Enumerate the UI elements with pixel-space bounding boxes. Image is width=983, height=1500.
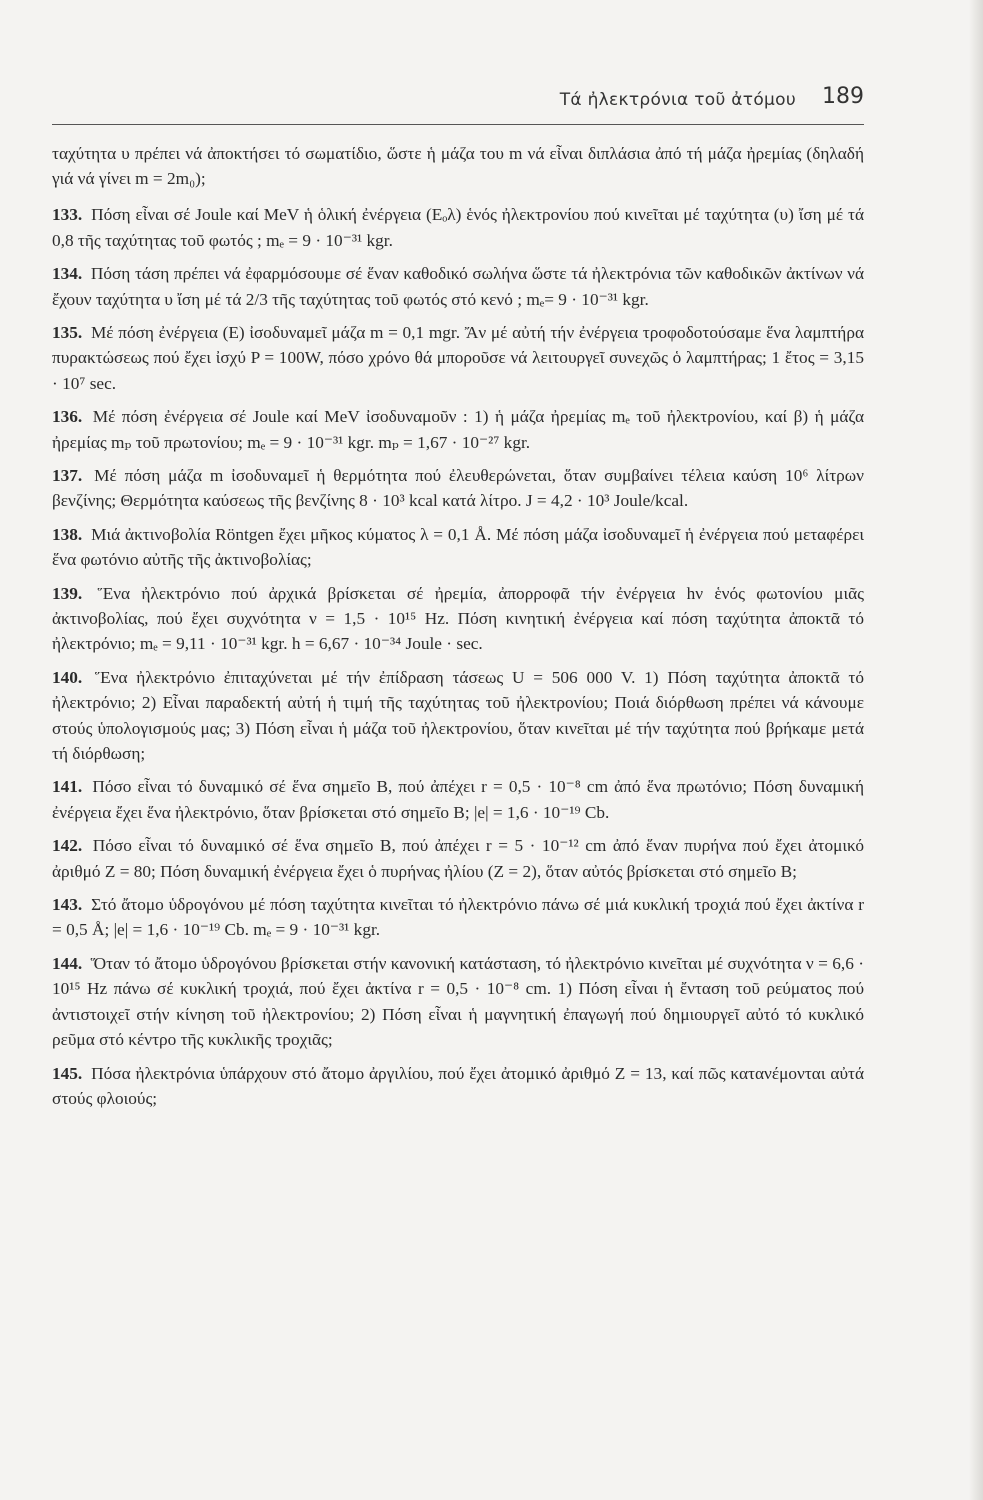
problem-text: Στό ἄτομο ὑδρογόνου μέ πόση ταχύτητα κινεῖται τό ἠλεκτρόνιο πάνω σέ μιά κυκλική τροχιά πού ἔχει ἀκτίνα r = 0,5 Å; |e| = 1,6 · 10⁻¹⁹ Cb. mₑ = 9 · 10⁻³¹ kgr. bbox=[52, 895, 865, 940]
page-edge-shadow bbox=[969, 0, 983, 1500]
page-header bbox=[52, 84, 864, 125]
problem-141 bbox=[52, 774, 864, 824]
problem-133 bbox=[52, 202, 864, 252]
problem-138 bbox=[52, 522, 864, 572]
problem-number: 144. bbox=[52, 954, 87, 974]
problem-number: 141. bbox=[52, 777, 89, 797]
problem-number: 134. bbox=[52, 264, 87, 284]
problem-text: Ὅταν τό ἄτομο ὑδρογόνου βρίσκεται στήν κανονική κατάσταση, τό ἠλεκτρόνιο κινεῖται μέ συχνότητα ν = 6,6 · 10¹⁵ Hz πάνω σέ κυκλική τροχιά, πού ἔχει ἀκτίνα r = 0,5 · 10⁻⁸ cm. 1) Πόση εἶναι ἡ ἔνταση τοῦ ρεύματος πού ἀντιστοιχεῖ στήν κίνηση τοῦ ἠλεκτρονίου; 2) Πόση εἶναι ἡ μαγνητική ἐπαγωγή πού δημιουργεῖ αὐτό τό κυκλικό ρεῦμα στό κέντρο τῆς κυκλικῆς τροχιᾶς; bbox=[52, 954, 864, 1049]
problem-text: Πόσα ἠλεκτρόνια ὑπάρχουν στό ἄτομο ἀργιλίου, πού ἔχει ἀτομικό ἀριθμό Z = 13, καί πῶς κατανέμονται αὐτά στούς φλοιούς; bbox=[52, 1063, 864, 1108]
problem-text: Μέ πόση μάζα m ἰσοδυναμεῖ ἡ θερμότητα πού ἐλευθερώνεται, ὅταν συμβαίνει τέλεια καύση 10⁶ λίτρων βενζίνης; Θερμότητα καύσεως τῆς βενζίνης 8 · 10³ kcal κατά λίτρο. J = 4,2 · 10³ Joule/kcal. bbox=[52, 466, 864, 511]
problem-number: 133. bbox=[52, 205, 88, 225]
problem-text: Μιά ἀκτινοβολία Röntgen ἔχει μῆκος κύματος λ = 0,1 Å. Μέ πόση μάζα ἰσοδυναμεῖ ἡ ἐνέργεια πού μεταφέρει ἕνα φωτόνιο αὐτῆς τῆς ἀκτινοβολίας; bbox=[52, 525, 864, 570]
problem-number: 139. bbox=[52, 584, 94, 604]
problem-144 bbox=[52, 951, 864, 1052]
problem-text: Ἕνα ἠλεκτρόνιο ἐπιταχύνεται μέ τήν ἐπίδραση τάσεως U = 506 000 V. 1) Πόση ταχύτητα ἀποκτᾶ τό ἠλεκτρόνιο; 2) Εἶναι παραδεκτή αὐτή ἡ τιμή τῆς ταχύτητας τοῦ ἠλεκτρονίου; Ποιά διόρθωση πρέπει νά κάνουμε στούς ὑπολογισμούς μας; 3) Πόση εἶναι ἡ μάζα τοῦ ἠλεκτρονίου, ὅταν κινεῖται μέ τήν ταχύτητα πού βρήκαμε μετά τή διόρθωση; bbox=[52, 668, 865, 763]
problem-135 bbox=[52, 320, 864, 396]
problem-145 bbox=[52, 1061, 864, 1111]
problem-143 bbox=[52, 892, 864, 942]
intro-paragraph: ταχύτητα υ πρέπει νά ἀποκτήσει τό σωματίδιο, ὥστε ἡ μάζα του m νά εἶναι διπλάσια ἀπό τή μάζα ἠρεμίας (δηλαδή γιά νά γίνει m = 2m₀); bbox=[52, 144, 864, 189]
problem-text: Ἕνα ἠλεκτρόνιο πού ἀρχικά βρίσκεται σέ ἠρεμία, ἀπορροφᾶ τήν ἐνέργεια hν ἑνός φωτονίου μιᾶς ἀκτινοβολίας, πού ἔχει συχνότητα ν = 1,5 · 10¹⁵ Hz. Πόση κινητική ἐνέργεια καί πόση ταχύτητα ἀποκτᾶ τό ἠλεκτρόνιο; mₑ = 9,11 · 10⁻³¹ kgr. h = 6,67 · 10⁻³⁴ Joule · sec. bbox=[52, 584, 864, 654]
problem-text: Πόσο εἶναι τό δυναμικό σέ ἕνα σημεῖο B, πού ἀπέχει r = 5 · 10⁻¹² cm ἀπό ἕναν πυρήνα πού ἔχει ἀτομικό ἀριθμό Z = 80; Πόση δυναμική ἐνέργεια ἔχει ὁ πυρήνας ἠλίου (Z = 2), ὅταν αὐτός βρίσκεται στό σημεῖο B; bbox=[52, 836, 864, 881]
problem-142 bbox=[52, 833, 864, 883]
problem-text: Μέ πόση ἐνέργεια σέ Joule καί MeV ἰσοδυναμοῦν : 1) ἡ μάζα ἠρεμίας mₑ τοῦ ἠλεκτρονίου, καί β) ἡ μάζα ἠρεμίας mₚ τοῦ πρωτονίου; mₑ = 9 · 10⁻³¹ kgr. mₚ = 1,67 · 10⁻²⁷ kgr. bbox=[52, 407, 865, 452]
problem-number: 137. bbox=[52, 466, 91, 486]
problem-136 bbox=[52, 404, 864, 454]
problem-text: Πόση εἶναι σέ Joule καί MeV ἡ ὁλική ἐνέργεια (Eₒλ) ἑνός ἠλεκτρονίου πού κινεῖται μέ ταχύτητα (υ) ἴση μέ τά 0,8 τῆς ταχύτητας τοῦ φωτός ; mₑ = 9 · 10⁻³¹ kgr. bbox=[52, 205, 864, 250]
problem-number: 140. bbox=[52, 668, 92, 688]
page-number: 189 bbox=[822, 84, 864, 109]
problem-number: 142. bbox=[52, 836, 89, 856]
problem-number: 136. bbox=[52, 407, 89, 427]
running-title: Τά ἠλεκτρόνια τοῦ ἀτόμου bbox=[559, 90, 796, 110]
problem-text: Πόσο εἶναι τό δυναμικό σέ ἕνα σημεῖο B, πού ἀπέχει r = 0,5 · 10⁻⁸ cm ἀπό ἕνα πρωτόνιο; Πόση δυναμική ἐνέργεια ἔχει ἕνα ἠλεκτρόνιο, ὅταν βρίσκεται στό σημεῖο B; |e| = 1,6 · 10⁻¹⁹ Cb. bbox=[52, 777, 864, 822]
problem-137 bbox=[52, 463, 864, 513]
problem-134 bbox=[52, 261, 864, 311]
problem-139 bbox=[52, 581, 864, 657]
page-body bbox=[52, 141, 864, 1119]
problem-number: 143. bbox=[52, 895, 88, 915]
problem-number: 145. bbox=[52, 1063, 88, 1083]
problem-number: 135. bbox=[52, 323, 87, 343]
problem-text: Πόση τάση πρέπει νά ἐφαρμόσουμε σέ ἕναν καθοδικό σωλήνα ὥστε τά ἠλεκτρόνια τῶν καθοδικῶν ἀκτίνων νά ἔχουν ταχύτητα υ ἴση μέ τά 2/3 τῆς ταχύτητας τοῦ φωτός στό κενό ; mₑ= 9 · 10⁻³¹ kgr. bbox=[52, 264, 865, 309]
problem-text: Μέ πόση ἐνέργεια (E) ἰσοδυναμεῖ μάζα m = 0,1 mgr. Ἄν μέ αὐτή τήν ἐνέργεια τροφοδοτούσαμε ἕνα λαμπτήρα πυρακτώσεως πού ἔχει ἰσχύ P = 100W, πόσο χρόνο θά μποροῦσε νά λειτουργεῖ συνεχῶς ὁ λαμπτήρας; 1 ἔτος = 3,15 · 10⁷ sec. bbox=[52, 323, 865, 393]
problem-140 bbox=[52, 665, 864, 766]
problem-number: 138. bbox=[52, 525, 88, 545]
